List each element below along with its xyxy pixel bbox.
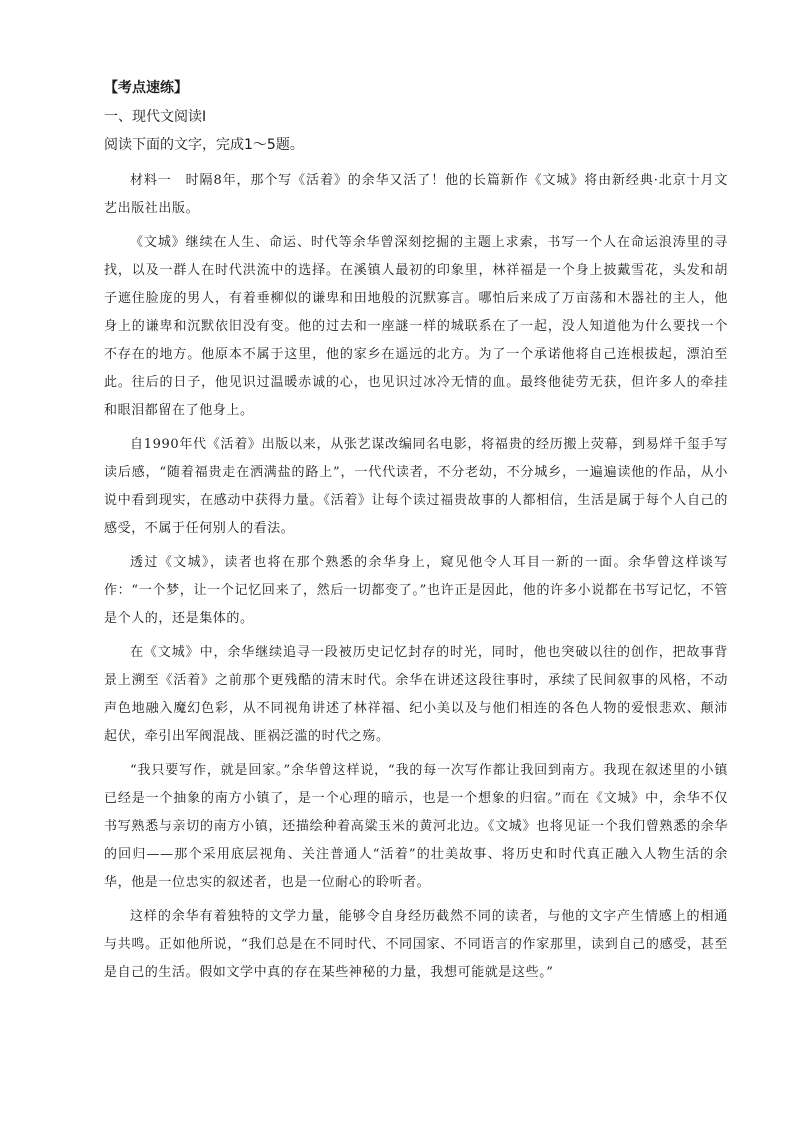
paragraph: 这样的余华有着独特的文学力量，能够令自身经历截然不同的读者，与他的文字产生情感上的相通与共鸣。正如他所说，“我们总是在不同时代、不同国家、不同语言的作家那里，读到自己的感受，甚至是自己的生活。假如文学中真的存在某些神秘的力量，我想可能就是这些。” [104,909,728,980]
paragraph: “我只要写作，就是回家。”余华曾这样说，“我的每一次写作都让我回到南方。我现在叙述里的小镇已经是一个抽象的南方小镇了，是一个心理的暗示，也是一个想象的归宿。”而在《文城》中，余华不仅书写熟悉与亲切的南方小镇，还描绘种着高粱玉米的黄河北边。《文城》也将见证一个我们曾熟悉的余华的回归——那个采用底层视角、关注普通人“活着”的壮美故事、将历史和时代真正融入人物生活的余华，他是一位忠实的叙述者，也是一位耐心的聆听者。 [104,763,728,890]
paragraph: 在《文城》中，余华继续追寻一段被历史记忆封存的时光，同时，他也突破以往的创作，把故事背景上溯至《活着》之前那个更残酷的清末时代。余华在讲述这段往事时，承续了民间叙事的风格，不动声色地融入魔幻色彩，从不同视角讲述了林祥福、纪小美以及与他们相连的各色人物的爱恨悲欢、颠沛起伏，牵引出军阀混战、匪祸泛滥的时代之殇。 [104,645,728,744]
section-title: 一、现代文阅读Ⅰ [104,109,207,125]
paragraph-material-one: 材料一 时隔8年，那个写《活着》的余华又活了！他的长篇新作《文城》将由新经典·北京十月文艺出版社出版。 [104,173,728,216]
paragraph: 《文城》继续在人生、命运、时代等余华曾深刻挖掘的主题上求索，书写一个人在命运浪涛里的寻找，以及一群人在时代洪流中的选择。在溪镇人最初的印象里，林祥福是一个身上披戴雪花，头发和胡子遮住脸庞的男人，有着垂柳似的谦卑和田地般的沉默寡言。哪怕后来成了万亩荡和木器社的主人，他身上的谦卑和沉默依旧没有变。他的过去和一座謎一样的城联系在了一起，没人知道他为什么要找一个不存在的地方。他原本不属于这里，他的家乡在遥远的北方。为了一个承诺他将自己连根拔起，漂泊至此。往后的日子，他见识过温暖赤诚的心，也见识过冰冷无情的血。最终他徒劳无获，但许多人的牵挂和眼泪都留在了他身上。 [104,235,728,418]
paragraph: 自1990年代《活着》出版以来，从张艺谋改编同名电影，将福贵的经历搬上荧幕，到易烊千玺手写读后感，“随着福贵走在洒满盐的路上”，一代代读者，不分老幼，不分城乡，一遍遍读他的作品，从小说中看到现实，在感动中获得力量。《活着》让每个读过福贵故事的人都相信，生活是属于每个人自己的感受，不属于任何别人的看法。 [104,437,728,536]
reading-instruction: 阅读下面的文字，完成1～5题。 [104,137,304,153]
exercise-heading: 【考点速练】 [104,80,188,96]
document-body [104,78,728,993]
paragraph: 透过《文城》，读者也将在那个熟悉的余华身上，窥见他令人耳目一新的一面。余华曾这样谈写作：“一个梦，让一个记忆回来了，然后一切都变了。”也许正是因此，他的许多小说都在书写记忆，不管是个人的，还是集体的。 [104,555,728,626]
